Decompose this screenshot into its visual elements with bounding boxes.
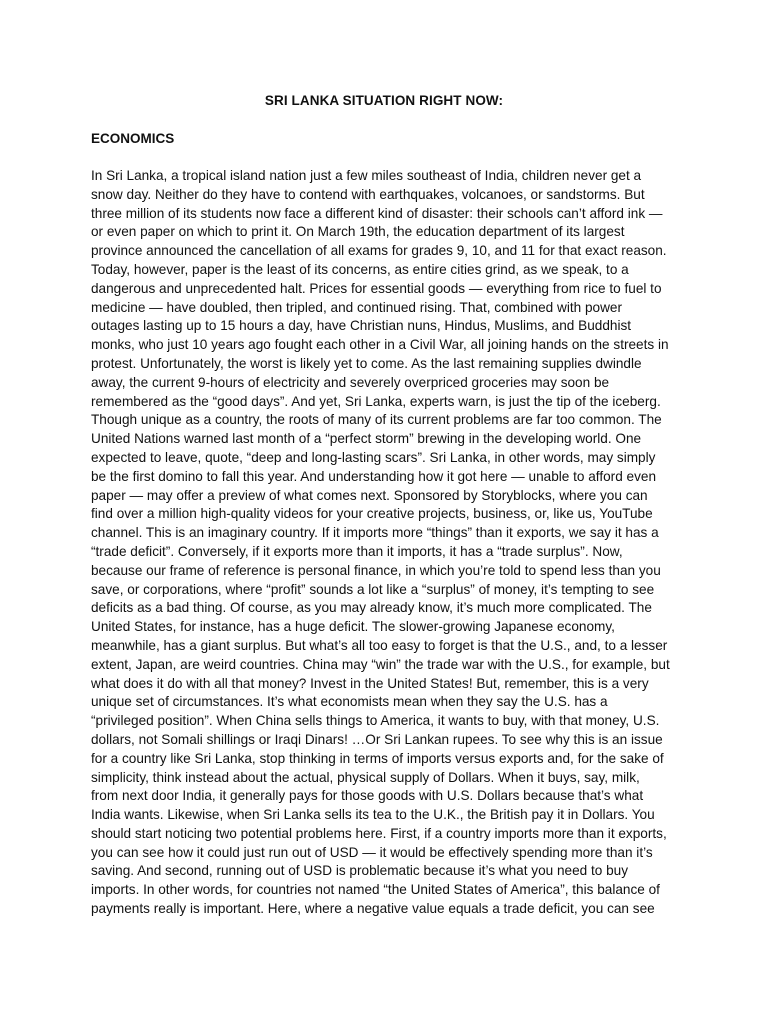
body-line: from next door India, it generally pays for those goods with U.S. Dollars because that’s what xyxy=(91,788,644,804)
body-line: United States, for instance, has a huge deficit. The slower-growing Japanese economy, xyxy=(91,619,615,635)
body-line: away, the current 9-hours of electricity and severely overpriced groceries may soon be xyxy=(91,374,610,390)
body-line: remembered as the “good days”. And yet, Sri Lanka, experts warn, is just the tip of the iceberg. xyxy=(91,393,661,409)
body-line: deficits as a bad thing. Of course, as you may already know, it’s much more complicated. The xyxy=(91,600,652,616)
body-line: saving. And second, running out of USD is problematic because it’s what you need to buy xyxy=(91,863,629,879)
body-line: Though unique as a country, the roots of many of its current problems are far too common. The xyxy=(91,412,662,428)
body-line: save, or corporations, where “profit” sounds a lot like a “surplus” of money, it’s tempting to see xyxy=(91,581,655,597)
body-line: channel. This is an imaginary country. If it imports more “things” than it exports, we say it has a xyxy=(91,525,659,541)
body-paragraph xyxy=(91,167,691,919)
body-line: outages lasting up to 15 hours a day, have Christian nuns, Hindus, Muslims, and Buddhist xyxy=(91,318,632,334)
body-line: what does it do with all that money? Invest in the United States! But, remember, this is a very xyxy=(91,675,649,691)
body-line: extent, Japan, are weird countries. China may “win” the trade war with the U.S., for example, but xyxy=(91,656,670,672)
body-line: expected to leave, quote, “deep and long-lasting scars”. Sri Lanka, in other words, may simply xyxy=(91,449,656,465)
body-line: protest. Unfortunately, the worst is likely yet to come. As the last remaining supplies dwindle xyxy=(91,355,642,371)
body-line: or even paper on which to print it. On March 19th, the education department of its largest xyxy=(91,224,625,240)
body-line: “privileged position”. When China sells things to America, it wants to buy, with that money, U.S. xyxy=(91,713,660,729)
body-line: three million of its students now face a different kind of disaster: their schools can’t afford ink — xyxy=(91,205,663,221)
body-line: for a country like Sri Lanka, stop thinking in terms of imports versus exports and, for the sake of xyxy=(91,750,664,766)
body-line: United Nations warned last month of a “perfect storm” brewing in the developing world. One xyxy=(91,431,642,447)
body-line: province announced the cancellation of all exams for grades 9, 10, and 11 for that exact reason. xyxy=(91,243,667,259)
body-line: Today, however, paper is the least of its concerns, as entire cities grind, as we speak, to a xyxy=(91,261,629,277)
body-line: imports. In other words, for countries not named “the United States of America”, this balance of xyxy=(91,882,660,898)
body-line: dangerous and unprecedented halt. Prices for essential goods — everything from rice to fuel to xyxy=(91,280,662,296)
body-line: meanwhile, has a giant surplus. But what’s all too easy to forget is that the U.S., and, to a lesser xyxy=(91,637,668,653)
body-line: In Sri Lanka, a tropical island nation just a few miles southeast of India, children never get a xyxy=(91,168,642,183)
body-line: because our frame of reference is personal finance, in which you’re told to spend less than you xyxy=(91,562,661,578)
document-title: SRI LANKA SITUATION RIGHT NOW: xyxy=(264,93,504,108)
body-line: snow day. Neither do they have to contend with earthquakes, volcanoes, or sandstorms. But xyxy=(91,186,645,202)
body-line: monks, who just 10 years ago fought each other in a Civil War, all joining hands on the streets in xyxy=(91,337,669,353)
body-line: be the first domino to fall this year. And understanding how it got here — unable to afford even xyxy=(91,468,657,484)
body-line: dollars, not Somali shillings or Iraqi Dinars! …Or Sri Lankan rupees. To see why this is an issue xyxy=(91,731,663,747)
body-line: find over a million high-quality videos for your creative projects, business, or, like us, YouTube xyxy=(91,506,653,522)
body-line: India wants. Likewise, when Sri Lanka sells its tea to the U.K., the British pay it in Dollars. You xyxy=(91,807,655,823)
body-line: “trade deficit”. Conversely, if it exports more than it imports, it has a “trade surplus”. Now, xyxy=(91,543,623,559)
body-line: paper — may offer a preview of what comes next. Sponsored by Storyblocks, where you can xyxy=(91,487,648,503)
section-heading-economics: ECONOMICS xyxy=(91,131,175,146)
body-line: unique set of circumstances. It’s what economists mean when they say the U.S. has a xyxy=(91,694,608,710)
body-line: payments really is important. Here, where a negative value equals a trade deficit, you can see xyxy=(91,901,655,917)
body-line: you can see how it could just run out of USD — it would be effectively spending more than it’s xyxy=(91,844,653,860)
body-line: simplicity, think instead about the actual, physical supply of Dollars. When it buys, say, milk, xyxy=(91,769,640,785)
body-line: should start noticing two potential problems here. First, if a country imports more than it exports, xyxy=(91,825,667,841)
body-line: medicine — have doubled, then tripled, and continued rising. That, combined with power xyxy=(91,299,622,315)
